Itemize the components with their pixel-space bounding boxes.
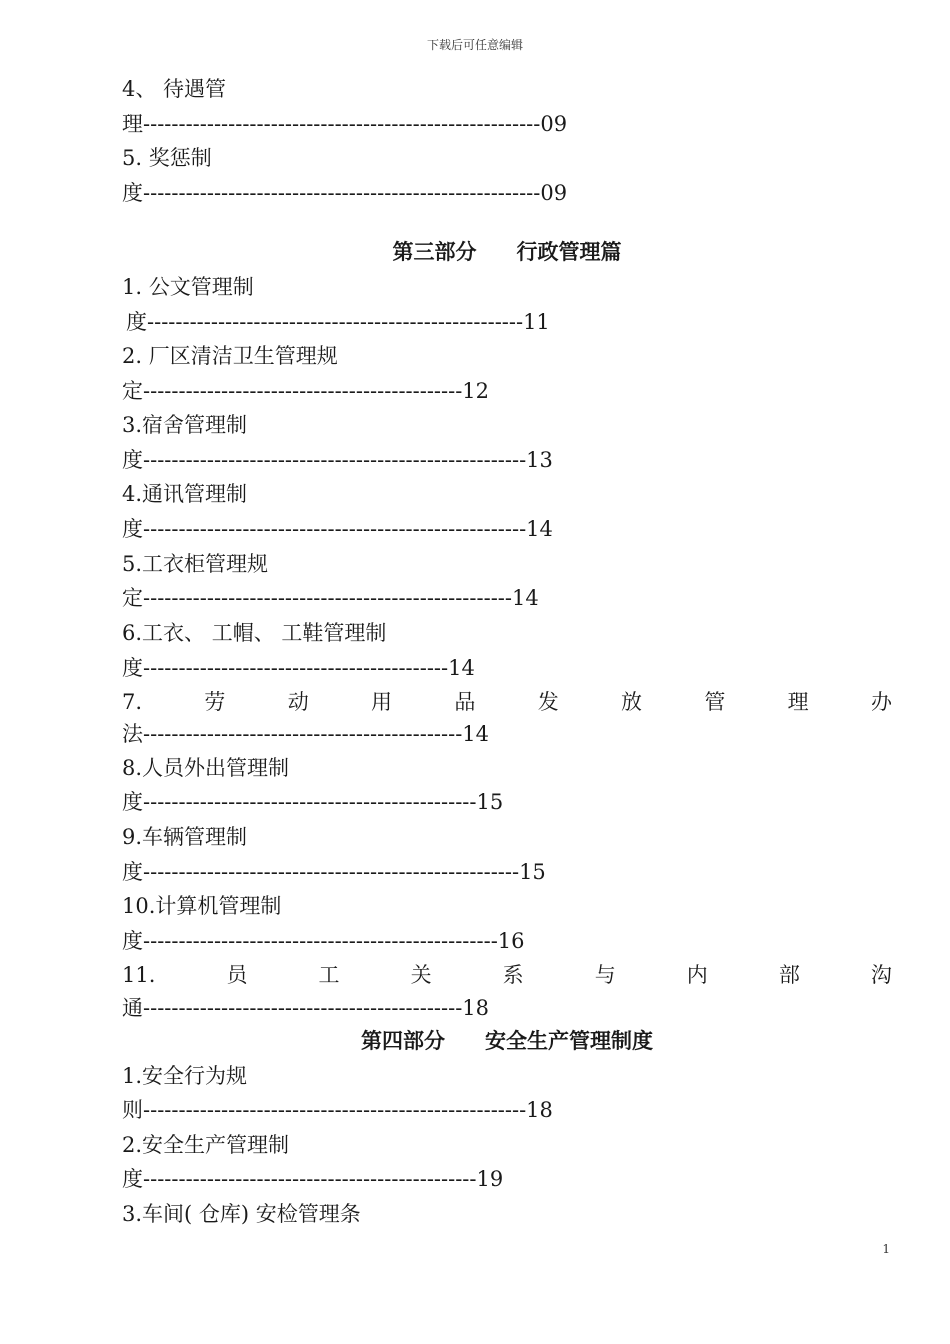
toc-leader: 定---------------------------------------------12 [122, 379, 490, 403]
spread-char: 工 [318, 963, 340, 987]
toc-leader: 法---------------------------------------------14 [122, 722, 490, 746]
spread-char: 放 [621, 690, 643, 714]
toc-entry: 4.通讯管理制 [122, 482, 248, 506]
toc-entry: 5.工衣柜管理规 [122, 552, 269, 576]
toc-leader: 度-----------------------------------------------------11 [126, 310, 550, 334]
spread-char: 用 [371, 690, 393, 714]
toc-entry: 1. 公文管理制 [122, 275, 254, 299]
toc-leader: 度-----------------------------------------------15 [122, 790, 504, 814]
toc-entry: 9.车辆管理制 [122, 825, 248, 849]
toc-leader: 度------------------------------------------------------14 [122, 517, 553, 541]
toc-entry: 2.安全生产管理制 [122, 1133, 290, 1157]
section-heading-title: 安全生产管理制度 [485, 1029, 653, 1053]
toc-leader: 度------------------------------------------------------13 [122, 448, 553, 472]
section-heading-4 [122, 1027, 892, 1055]
toc-entry: 1.安全行为规 [122, 1064, 248, 1088]
toc-entry: 10.计算机管理制 [122, 894, 282, 918]
spread-char: 动 [287, 690, 309, 714]
toc-entry: 6.工衣、 工帽、 工鞋管理制 [122, 621, 387, 645]
toc-leader: 度-----------------------------------------------------15 [122, 860, 546, 884]
spread-char: 7. [122, 690, 143, 714]
toc-entry: 2. 厂区清洁卫生管理规 [122, 344, 338, 368]
toc-leader: 度--------------------------------------------------------09 [122, 181, 568, 205]
spread-char: 办 [871, 690, 892, 714]
toc-leader: 定----------------------------------------------------14 [122, 586, 539, 610]
toc-leader: 理--------------------------------------------------------09 [122, 112, 568, 136]
spread-char: 沟 [870, 963, 892, 987]
toc-leader: 度-------------------------------------------14 [122, 656, 475, 680]
spread-char: 系 [502, 963, 524, 987]
spread-char: 员 [226, 963, 248, 987]
spread-char: 11. [122, 963, 156, 987]
toc-entry: 8.人员外出管理制 [122, 756, 290, 780]
toc-leader: 则------------------------------------------------------18 [122, 1098, 553, 1122]
spread-char: 理 [787, 690, 809, 714]
toc-leader: 通---------------------------------------------18 [122, 996, 490, 1020]
page-number: 1 [882, 1242, 890, 1256]
spread-char: 内 [686, 963, 708, 987]
section-heading-title: 行政管理篇 [516, 240, 622, 264]
toc-entry: 3.车间( 仓库) 安检管理条 [122, 1202, 361, 1226]
toc-entry: 5. 奖惩制 [122, 146, 212, 170]
spread-char: 管 [704, 690, 726, 714]
section-heading-3 [122, 238, 892, 266]
toc-entry: 4、 待遇管 [122, 77, 227, 101]
section-heading-part: 第四部分 [361, 1029, 445, 1053]
spread-char: 关 [410, 963, 432, 987]
spread-char: 与 [594, 963, 616, 987]
spread-char: 劳 [204, 690, 226, 714]
spread-char: 部 [778, 963, 800, 987]
toc-entry: 3.宿舍管理制 [122, 413, 248, 437]
spread-char: 发 [537, 690, 559, 714]
spread-char: 品 [454, 690, 476, 714]
section-heading-part: 第三部分 [392, 240, 477, 264]
toc-entry-justified [122, 688, 892, 716]
page-header: 下载后可任意编辑 [426, 38, 523, 52]
toc-entry-justified [122, 961, 892, 989]
toc-leader: 度-----------------------------------------------19 [122, 1167, 504, 1191]
toc-leader: 度--------------------------------------------------16 [122, 929, 525, 953]
